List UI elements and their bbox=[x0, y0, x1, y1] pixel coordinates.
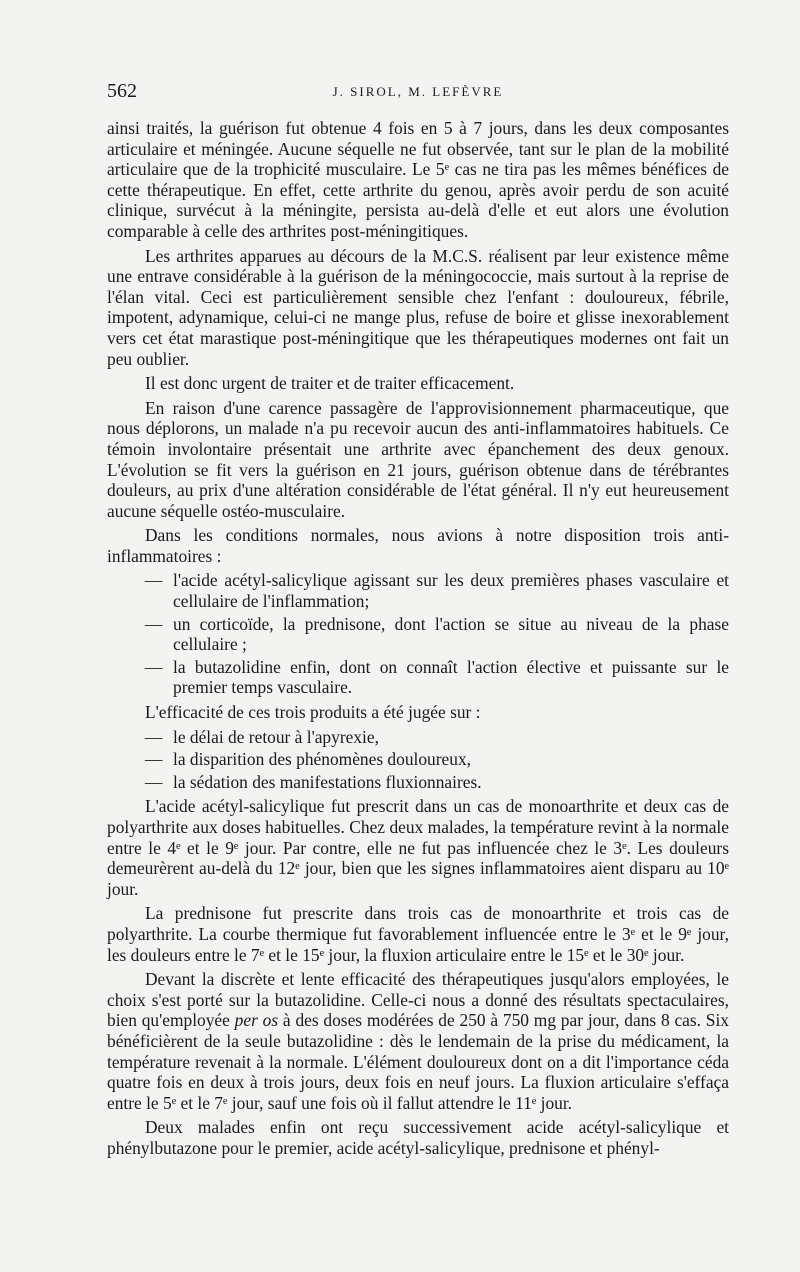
list-item bbox=[107, 614, 729, 655]
page-header bbox=[107, 80, 729, 106]
anti-inflammatory-list bbox=[107, 570, 729, 698]
paragraph: Il est donc urgent de traiter et de traiter efficacement. bbox=[145, 373, 515, 394]
list-item bbox=[107, 727, 729, 748]
list-item bbox=[107, 772, 729, 793]
running-head: J. SIROL, M. LEFÈVRE bbox=[332, 84, 504, 99]
italic-text: per os bbox=[234, 1010, 279, 1031]
paragraph: L'efficacité de ces trois produits a été jugée sur : bbox=[145, 702, 481, 723]
list-item bbox=[107, 749, 729, 770]
dash-marker: — bbox=[145, 726, 163, 747]
list-item-text: la butazolidine enfin, dont on connaît l'action élective et puissante sur le premier temps vasculaire. bbox=[173, 656, 729, 698]
paragraph: ainsi traités, la guérison fut obtenue 4 fois en 5 à 7 jours, dans les deux composantes articulaire et méningée. Aucune séquelle ne fut observée, tant sur le plan de la mobilité articulaire que de la trophicité musculaire. Le 5ᵉ cas ne tira pas les mêmes bénéfices de cette thérapeutique. En effet, cette arthrite du genou, après avoir perdu de son acuité clinique, survécut à la méningite, persista au-delà d'elle et eut alors une évolution comparable à celle des arthrites post-méningitiques. bbox=[107, 118, 729, 241]
list-item-text: la sédation des manifestations fluxionnaires. bbox=[173, 771, 482, 792]
paragraph: Les arthrites apparues au décours de la M.C.S. réalisent par leur existence même une entrave considérable à la guérison de la méningococcie, mais surtout à la reprise de l'élan vital. Ceci est particulièrement sensible chez l'enfant : douloureux, fébrile, impotent, adynamique, celui-ci ne mange plus, refuse de boire et glisse inexorablement vers cet état marastique post-méningitique que les thérapeutiques modernes ont fait un peu oublier. bbox=[107, 245, 729, 369]
article-body bbox=[107, 118, 729, 1163]
page-number: 562 bbox=[107, 80, 137, 102]
paragraph: Deux malades enfin ont reçu successivement acide acétyl-salicylique et phénylbutazone pour le premier, acide acétyl-salicylique, prednisone et phényl- bbox=[107, 1117, 729, 1158]
paragraph: Dans les conditions normales, nous avions à notre disposition trois anti-inflammatoires : bbox=[107, 525, 729, 566]
list-item bbox=[107, 570, 729, 611]
text-run: Devant la discrète et lente efficacité des thérapeutiques jusqu'alors employées, le choix s'est porté sur la butazolidine. Celle-ci nous a donné des résultats spectaculaires, bien qu'employée bbox=[107, 969, 729, 1031]
list-item-text: un corticoïde, la prednisone, dont l'action se situe au niveau de la phase cellulaire ; bbox=[173, 613, 729, 655]
dash-marker: — bbox=[145, 656, 163, 677]
dash-marker: — bbox=[145, 613, 163, 634]
list-item-text: le délai de retour à l'apyrexie, bbox=[173, 726, 379, 747]
paragraph-butazolidine bbox=[107, 969, 729, 1113]
criteria-list bbox=[107, 727, 729, 793]
paragraph: En raison d'une carence passagère de l'approvisionnement pharmaceutique, que nous déplorons, un malade n'a pu recevoir aucun des anti-inflammatoires habituels. Ce témoin involontaire présentait une arthrite avec épanchement des deux genoux. L'évolution se fit vers la guérison en 21 jours, guérison obtenue dans de térébrantes douleurs, au prix d'une altération considérable de l'état général. Il n'y eut heureusement aucune séquelle ostéo-musculaire. bbox=[107, 397, 729, 521]
text-run: à des doses modérées de 250 à 750 mg par jour, dans 8 cas. Six bénéficièrent de la seule butazolidine : dès le lendemain de la prise du médicament, la température revenait à la normale. L'élément douloureux dont on a dit l'importance céda quatre fois en deux à trois jours, deux fois en neuf jours. La fluxion articulaire s'effaça entre le 5ᵉ et le 7ᵉ jour, sauf une fois où il fallut attendre le 11ᵉ jour. bbox=[107, 1010, 729, 1113]
dash-marker: — bbox=[145, 771, 163, 792]
dash-marker: — bbox=[145, 749, 163, 770]
paragraph: L'acide acétyl-salicylique fut prescrit dans un cas de monoarthrite et deux cas de polyarthrite aux doses habituelles. Chez deux malades, la température revint à la normale entre le 4ᵉ et le 9ᵉ jour. Par contre, elle ne fut pas influencée chez le 3ᵉ. Les douleurs demeurèrent au-delà du 12ᵉ jour, bien que les signes inflammatoires aient disparu au 10ᵉ jour. bbox=[107, 796, 729, 899]
dash-marker: — bbox=[145, 570, 163, 591]
list-item-text: l'acide acétyl-salicylique agissant sur les deux premières phases vasculaire et cellulaire de l'inflammation; bbox=[173, 570, 729, 612]
list-item-text: la disparition des phénomènes douloureux, bbox=[173, 749, 471, 770]
list-item bbox=[107, 657, 729, 698]
paragraph: La prednisone fut prescrite dans trois cas de monoarthrite et trois cas de polyarthrite. La courbe thermique fut favorablement influencée entre le 3ᵉ et le 9ᵉ jour, les douleurs entre le 7ᵉ et le 15ᵉ jour, la fluxion articulaire entre le 15ᵉ et le 30ᵉ jour. bbox=[107, 903, 729, 965]
